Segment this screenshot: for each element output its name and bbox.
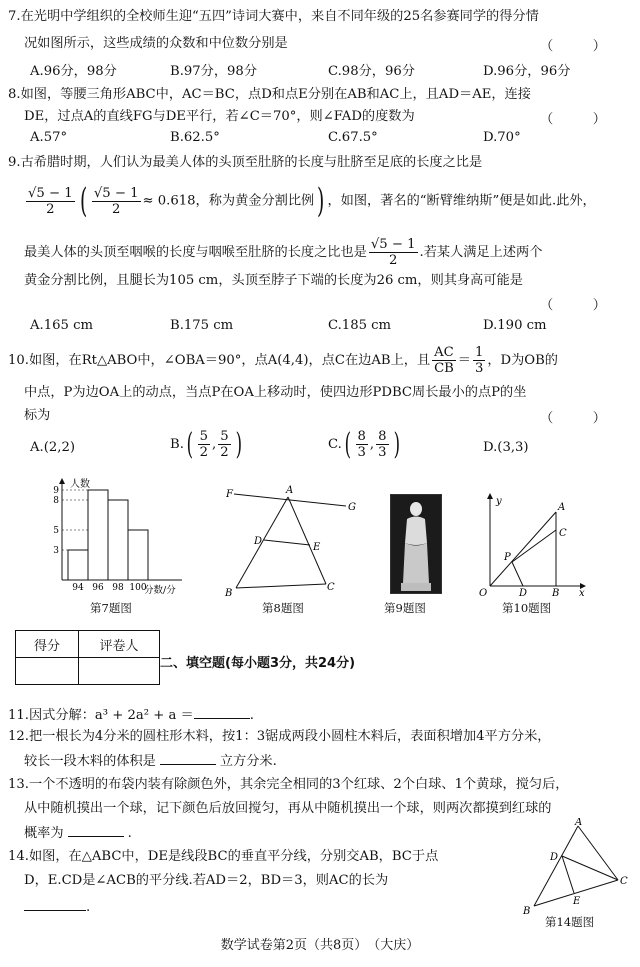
fig8-label-d: D [254,536,263,547]
q9-option-c: C.185 cm [328,318,392,333]
q7-answer-paren: （ ） [540,39,606,54]
q13-answer-blank[interactable] [68,824,124,837]
score-table-header-grader: 评卷人 [79,631,160,658]
fig14-triangle-diagram [518,818,630,916]
q9-option-d: D.190 cm [483,318,547,333]
fig7-y-tick-label: 3 [53,546,59,556]
q8-option-c: C.67.5° [328,130,378,145]
q9-option-a: A.165 cm [30,318,93,333]
q10-ratio-value: $\frac{1}{3}$ [474,345,484,376]
q7-line2: 况如图所示，这些成绩的众数和中位数分别是 [24,36,288,51]
fig7-y-tick-label: 8 [53,496,59,506]
fig8-side-ac [288,497,326,584]
score-table-cell-score[interactable] [16,658,79,685]
fig10-label-d: D [519,588,528,598]
q13-line1: 13.一个不透明的布袋内装有除颜色外，其余完全相同的3个红球、2个白球、1个黄球，搅匀后， [8,777,569,792]
q11-line: 11.因式分解：a³ + 2a² + a ＝ . [8,708,254,723]
q8-answer-paren: （ ） [540,112,606,127]
venus-statue-photo [390,494,442,594]
fig8-triangle-diagram [222,482,362,600]
fig7-y-label: 人数 [70,479,90,490]
fig7-x-tick-label: 98 [112,583,124,593]
q10-line2: 中点，P为边OA上的动点，当点P在OA上移动时，使四边形PDBC周长最小的点P的坐 [24,385,527,400]
q14-line3: . [24,898,90,917]
fig8-segment-de [264,540,310,545]
fig8-label-b: B [225,588,233,599]
fig8-label-g: G [348,502,356,513]
q7-option-c: C.98分，96分 [328,64,415,79]
fig10-coordinate-diagram [476,490,588,598]
q8-line2: DE，过点A的直线FG与DE平行，若∠C＝70°，则∠FAD的度数为 [24,109,415,124]
fig7-bar [108,500,128,580]
q10-answer-paren: （ ） [540,411,606,426]
q10-option-b: B.( $\frac{5}{2}$ , $\frac{5}{2}$ ) [170,426,242,462]
fig10-segment-pc [512,530,556,562]
fig10-label-y: y [496,496,502,507]
q8-option-a: A.57° [30,130,68,145]
fig7-bar-chart [40,476,190,596]
q11-answer-blank[interactable] [194,706,250,719]
score-table [15,630,160,685]
fig10-segment-pd [512,562,523,586]
fig14-label-c: C [620,876,628,887]
q9-ratio-fraction: $\frac{√5 - 1}{2}$ [28,185,73,217]
section-2-title: 二、填空题(每小题3分，共24分) [160,656,356,671]
fig14-label-a: A [575,818,583,828]
fig7-y-tick-label: 5 [53,526,59,536]
fig7-bar [128,530,148,580]
fig7-x-tick-label: 96 [92,583,104,593]
q7-option-d: D.96分，96分 [483,64,571,79]
fig8-caption: 第8题图 [262,601,304,615]
q10-option-c: C.( $\frac{8}{3}$ , $\frac{8}{3}$ ) [328,426,400,462]
fig8-label-f: F [226,489,233,500]
q8-option-b: B.62.5° [170,130,220,145]
q10-ratio-fraction: $\frac{AC}{CB}$ [434,345,454,376]
q9-ratio-fraction-inner: $\frac{√5 - 1}{2}$ [93,185,139,217]
fig9-caption: 第9题图 [384,601,426,615]
fig10-caption: 第10题图 [502,601,552,615]
fig10-label-c: C [559,528,567,539]
fig14-segment-de [562,856,574,893]
score-table-header-score: 得分 [16,631,79,658]
fig8-label-c: C [327,582,335,593]
q14-answer-blank[interactable] [24,898,86,911]
fig8-side-bc [236,584,326,588]
fig10-label-o: O [479,588,488,598]
page-footer: 数学试卷第2页（共8页） （大庆） [220,938,420,953]
q9-option-b: B.175 cm [170,318,234,333]
fig8-label-a: A [286,485,294,496]
fig10-segment-oa [490,512,556,586]
fig10-label-x: x [579,588,585,598]
q7-option-b: B.97分，98分 [170,64,258,79]
fig7-y-arrow [59,478,65,484]
fig10-label-p: P [504,552,511,563]
q10-option-a: A.(2,2) [30,440,75,455]
q10-option-d: D.(3,3) [483,440,529,455]
q8-line1: 8.如图，等腰三角形ABC中，AC＝BC，点D和点E分别在AB和AC上，且AD＝AE，连接 [8,87,531,102]
q14-line2: D，E.CD是∠ACB的平分线.若AD＝2，BD＝3，则AC的长为 [24,873,389,888]
q10-line3: 标为 [24,408,51,423]
q9-answer-paren: （ ） [540,298,606,313]
q9-line2: $\frac{√5 - 1}{2}$ ( $\frac{√5 - 1}{2}$ ≈ 0.618，称为黄金分割比例) ，如图，著名的“断臂维纳斯”便是如此.此外， [28,181,596,221]
fig7-bar [88,490,108,580]
fig10-label-a: A [558,502,566,513]
q9-line3: 最美人体的头顶至咽喉的长度与咽喉至肚脐的长度之比也是 $\frac{√5 - 1}{2}$ .若某人满足上述两个 [24,237,543,268]
fig8-label-e: E [313,542,321,553]
fig7-y-tick-label: 9 [53,486,59,496]
fig14-label-e: E [573,896,581,907]
fig7-caption: 第7题图 [90,601,132,615]
fig7-x-label: 分数/分 [144,585,176,596]
fig7-bar [68,550,88,580]
fig14-label-b: B [523,906,531,916]
fig10-label-b: B [552,588,560,598]
q9-line4: 黄金分割比例，且腿长为105 cm，头顶至脖子下端的长度为26 cm，则其身高可能是 [24,273,523,288]
q9-ratio-fraction-2: $\frac{√5 - 1}{2}$ [370,237,416,268]
q10-line1: 10.如图，在Rt△ABO中，∠OBA＝90°，点A(4,4)，点C在边AB上，且 $\frac{AC}{CB}$ ＝ $\frac{1}{3}$ ，D为OB的 [8,345,558,376]
q12-answer-blank[interactable] [160,752,216,765]
q14-line1: 14.如图，在△ABC中，DE是线段BC的垂直平分线，分别交AB，BC于点 [8,849,439,864]
fig7-x-tick-label: 100 [129,583,147,593]
q8-option-d: D.70° [483,130,521,145]
q7-line1: 7.在光明中学组织的全校师生迎“五四”诗词大赛中，来自不同年级的25名参赛同学的得分情 [8,9,539,24]
q7-option-a: A.96分，98分 [30,64,117,79]
q9-line1: 9.古希腊时期，人们认为最美人体的头顶至肚脐的长度与肚脐至足底的长度之比是 [8,155,483,170]
q13-line2: 从中随机摸出一个球，记下颜色后放回搅匀，再从中随机摸出一个球，则两次都摸到红球的 [24,801,552,816]
score-table-cell-grader[interactable] [79,658,160,685]
fig7-x-tick-label: 94 [72,583,84,593]
q13-line3: 概率为 . [24,826,132,841]
q12-line2: 较长一段木料的体积是 立方分米. [24,754,277,769]
fig14-label-d: D [550,852,559,863]
q12-line1: 12.把一根长为4分米的圆柱形木料，按1：3锯成两段小圆柱木料后，表面积增加4平方分米， [8,729,551,744]
fig14-caption: 第14题图 [545,915,595,929]
